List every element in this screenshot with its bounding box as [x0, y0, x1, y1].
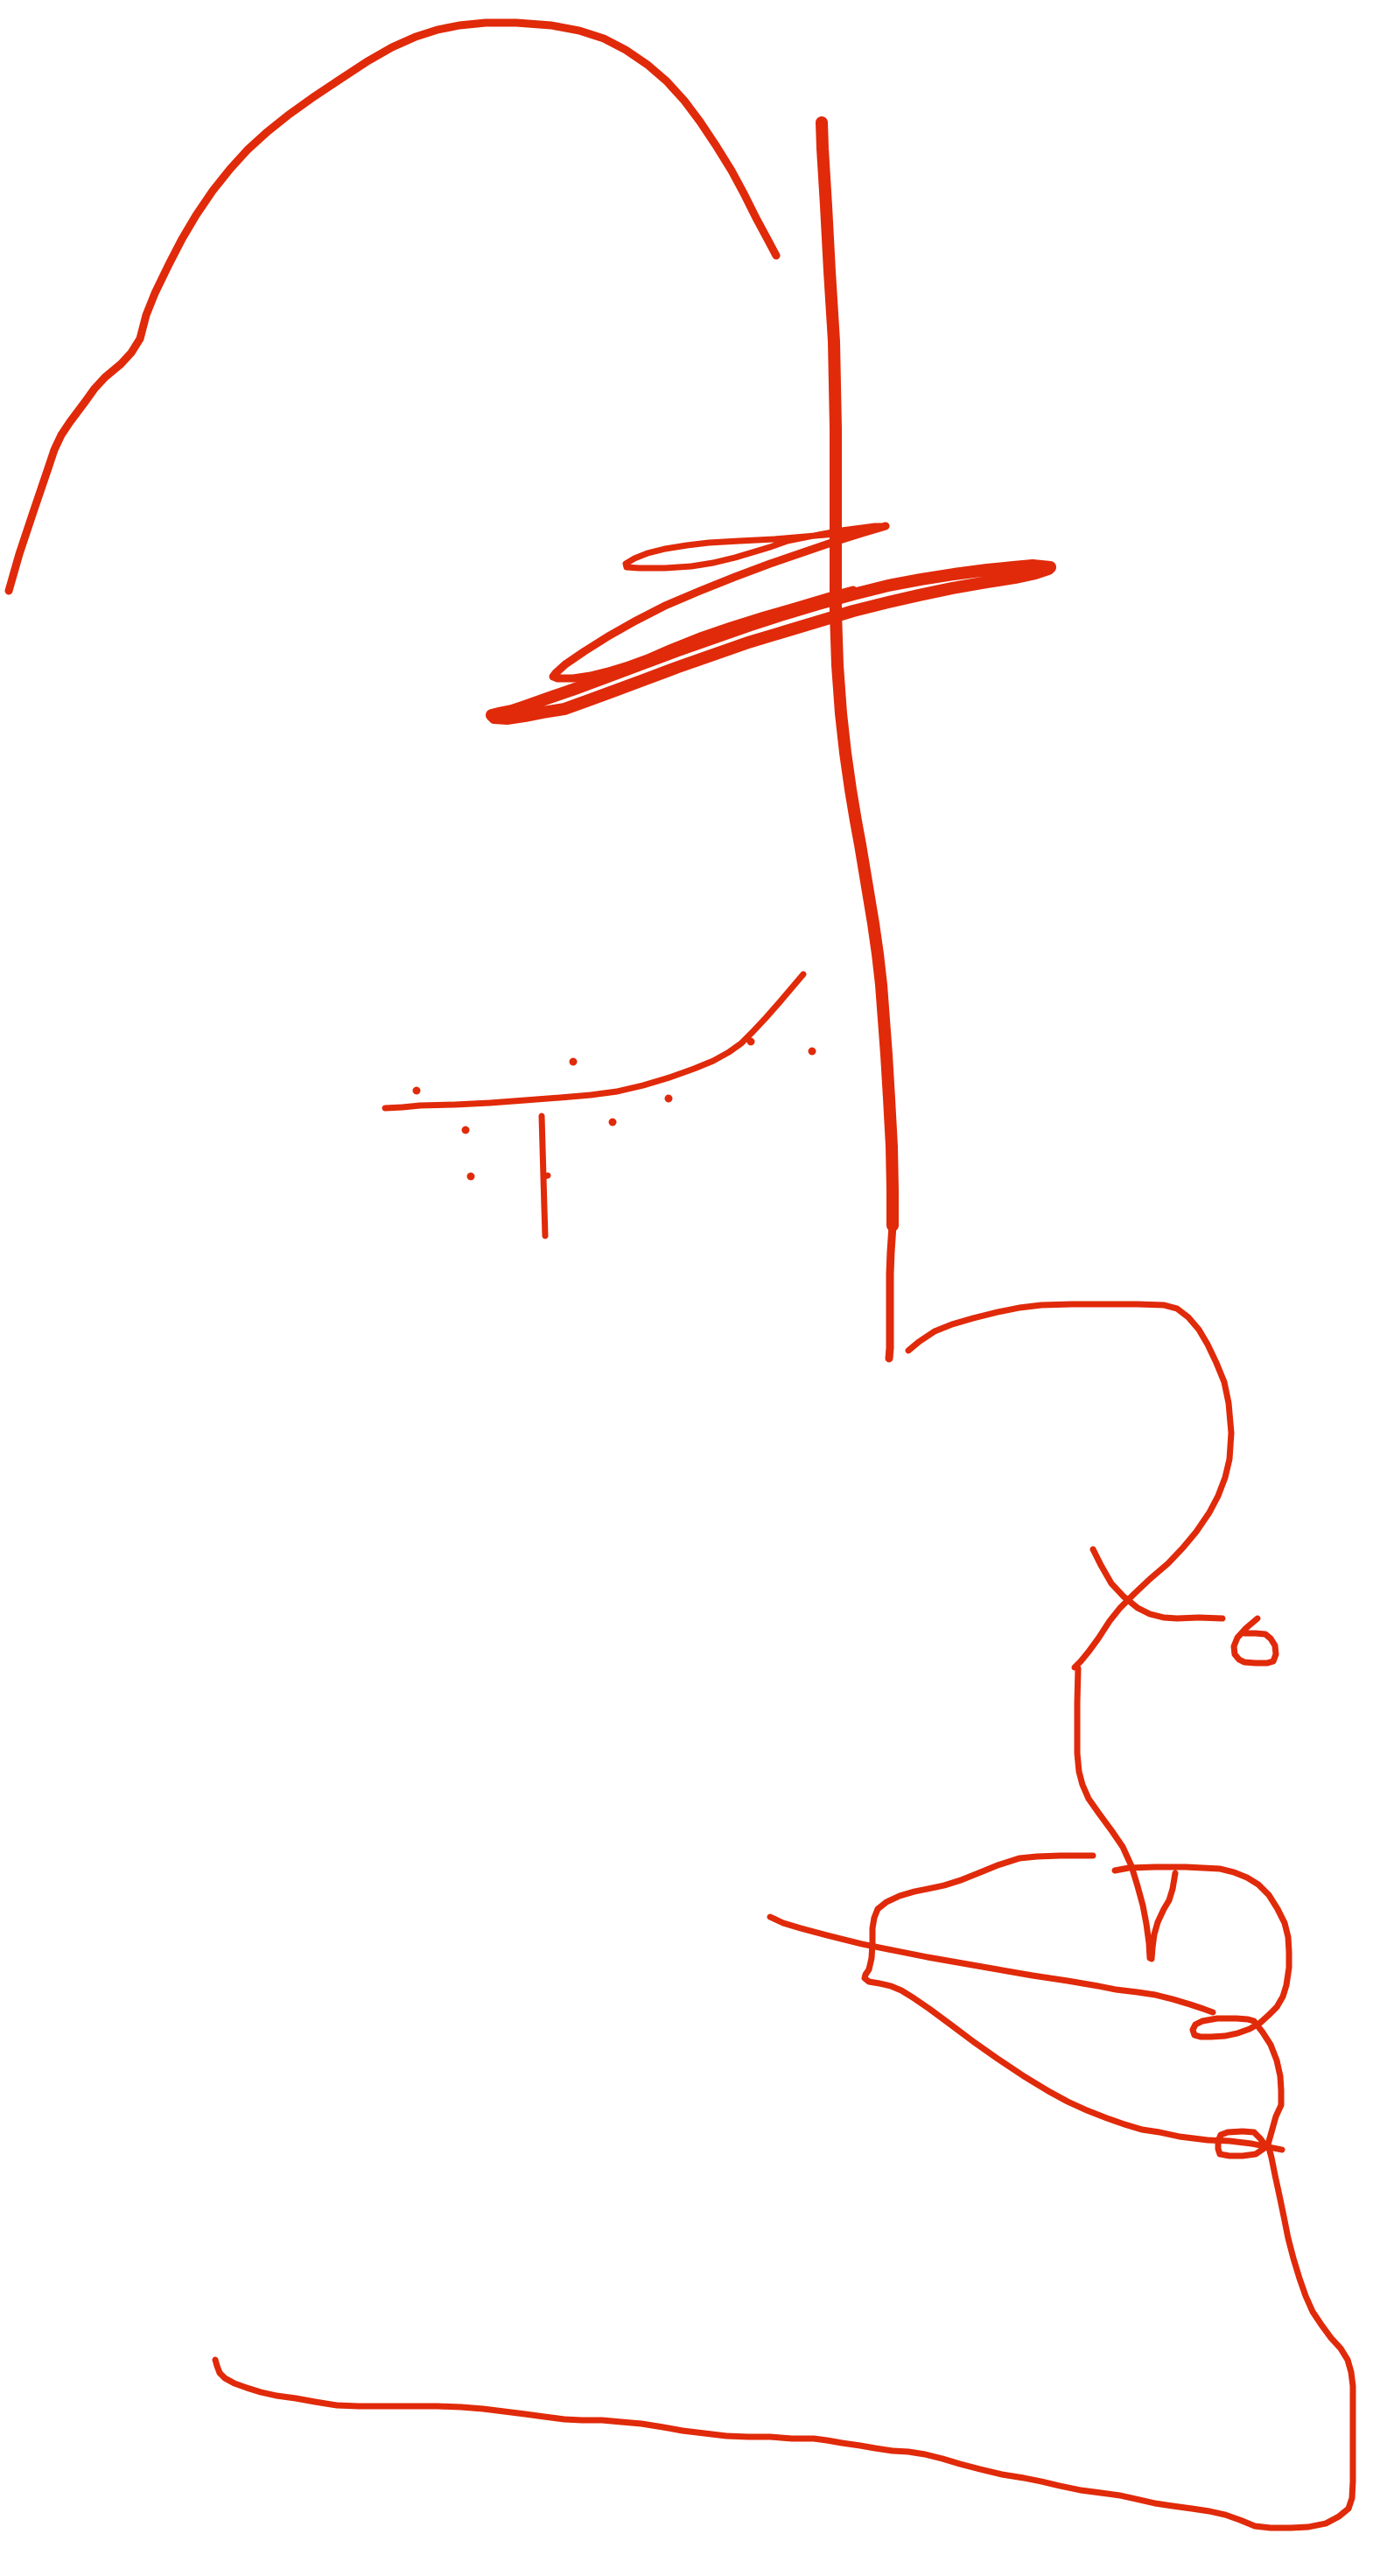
mid-horizontal-stroke	[385, 974, 803, 1108]
nose-stroke	[908, 1304, 1231, 1667]
dot	[467, 1173, 475, 1181]
nostril-stroke	[1093, 1549, 1222, 1618]
chin-stroke	[215, 2144, 1353, 2528]
nostril-curl-stroke	[1234, 1618, 1276, 1663]
dot	[570, 1058, 578, 1066]
vertical-main-tail	[889, 1225, 893, 1358]
dot	[665, 1095, 673, 1103]
dot	[413, 1087, 421, 1095]
upper-lip-top-stroke	[865, 1856, 1282, 2150]
dot	[747, 1038, 755, 1046]
dot	[462, 1127, 470, 1134]
philtrum-stroke	[1077, 1668, 1175, 1959]
cross-loop-stroke	[626, 526, 886, 568]
vertical-main-stroke	[822, 123, 893, 1225]
dot	[609, 1119, 617, 1127]
top-arc-stroke	[9, 23, 776, 591]
dot	[809, 1048, 816, 1056]
scatter-dots	[413, 1038, 816, 1181]
swoop-lower-stroke	[492, 565, 1050, 719]
